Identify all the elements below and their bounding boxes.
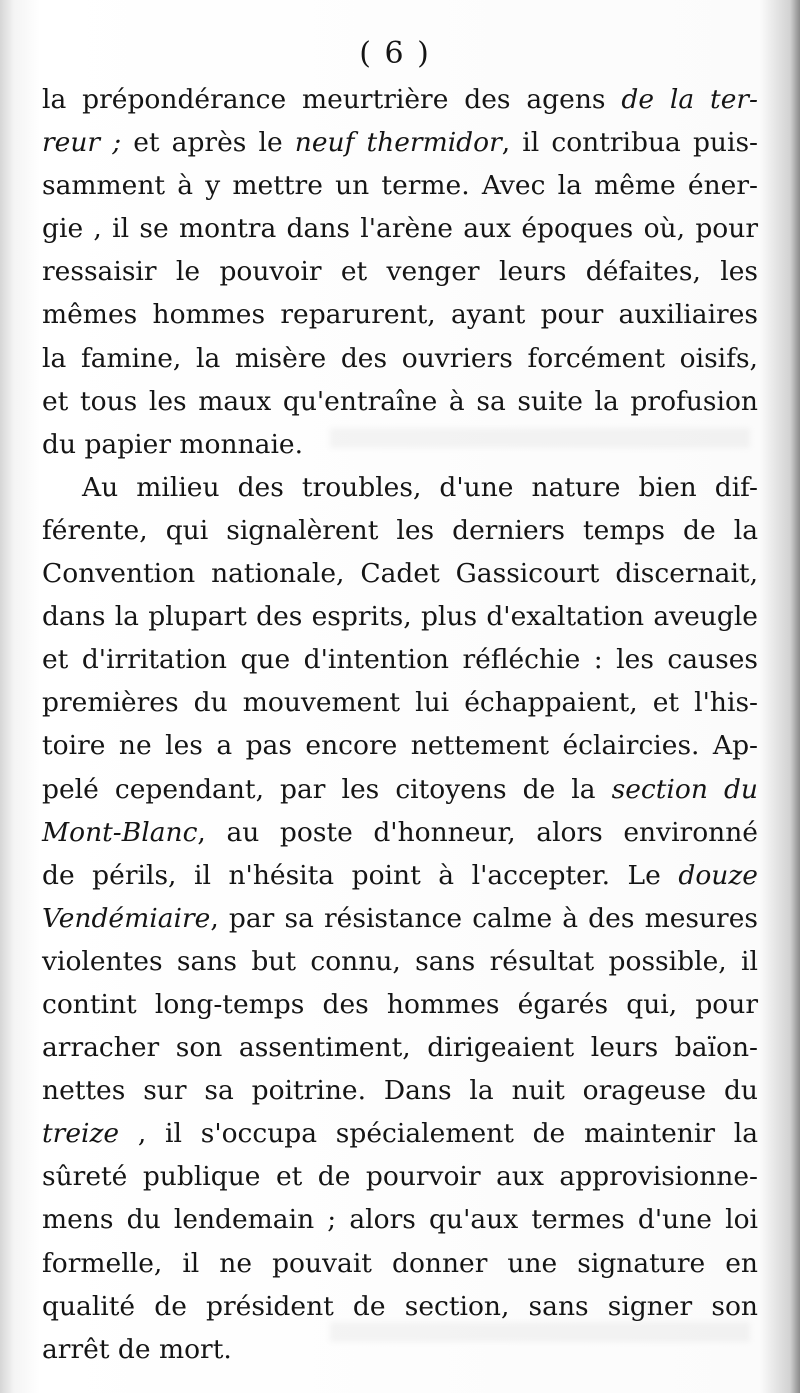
text-run: , il s'occupa spécialement de maintenir la: [119, 1118, 758, 1150]
text-line: [42, 509, 758, 552]
text-line: [42, 78, 758, 121]
paragraph: [42, 466, 758, 1371]
paragraph: [42, 78, 758, 466]
text-line: [42, 638, 758, 681]
italic-text: reur ;: [42, 127, 122, 159]
text-line: [42, 1198, 758, 1241]
text-run: nettes sur sa poitrine. Dans la nuit orageuse du: [42, 1075, 758, 1107]
text-run: Au milieu des troubles, d'une nature bien dif-: [82, 471, 758, 503]
text-line: [42, 983, 758, 1026]
text-line: [42, 466, 758, 509]
text-run: contint long-temps des hommes égarés qui, pour: [42, 988, 758, 1020]
text-line: [42, 940, 758, 983]
italic-text: neuf thermidor: [294, 127, 502, 159]
text-line: [42, 768, 758, 811]
text-line: [42, 1285, 758, 1328]
text-run: premières du mouvement lui échappaient, et l'his-: [42, 687, 758, 719]
text-run: et d'irritation que d'intention réfléchie : les causes: [42, 644, 758, 676]
text-line: [42, 164, 758, 207]
text-line: [42, 1155, 758, 1198]
text-run: du papier monnaie.: [42, 428, 304, 460]
text-line: [42, 337, 758, 380]
text-line: [42, 811, 758, 854]
text-run: gie , il se montra dans l'arène aux époques où, pour: [42, 213, 758, 245]
text-line: [42, 724, 758, 767]
text-line: [42, 1112, 758, 1155]
text-run: , au poste d'honneur, alors environné: [197, 816, 758, 848]
text-line: [42, 250, 758, 293]
italic-text: douze: [678, 859, 758, 891]
text-line: [42, 552, 758, 595]
text-run: mêmes hommes reparurent, ayant pour auxiliaires: [42, 299, 758, 331]
text-run: sûreté publique et de pourvoir aux approvisionne-: [42, 1161, 758, 1193]
text-run: de périls, il n'hésita point à l'accepter. Le: [42, 859, 679, 891]
body-text: [42, 78, 758, 1371]
text-run: toire ne les a pas encore nettement éclaircies. Ap-: [42, 730, 758, 762]
text-run: , il contribua puis-: [501, 127, 759, 159]
italic-text: de la ter-: [621, 84, 758, 115]
text-line: [42, 1026, 758, 1069]
text-run: et après le: [121, 127, 295, 159]
text-line: [42, 423, 758, 466]
text-run: , par sa résistance calme à des mesures: [210, 902, 758, 934]
text-line: [42, 897, 758, 940]
text-line: [42, 595, 758, 638]
text-line: [42, 293, 758, 336]
italic-text: Vendémiaire: [42, 902, 211, 934]
text-run: ressaisir le pouvoir et venger leurs défaites, les: [42, 256, 758, 288]
text-run: férente, qui signalèrent les derniers temps de la: [42, 514, 758, 546]
text-run: arracher son assentiment, dirigeaient leurs baïon-: [42, 1032, 758, 1064]
text-run: la prépondérance meurtrière des agens: [42, 84, 622, 115]
text-run: qualité de président de section, sans signer son: [42, 1290, 758, 1322]
text-line: [42, 380, 758, 423]
italic-text: Mont-Blanc: [42, 816, 198, 848]
page-number: ( 6 ): [359, 36, 431, 71]
text-run: mens du lendemain ; alors qu'aux termes d'une loi: [42, 1204, 758, 1236]
text-run: arrêt de mort.: [42, 1333, 232, 1365]
text-line: [42, 1069, 758, 1112]
text-run: dans la plupart des esprits, plus d'exaltation aveugle: [42, 601, 758, 633]
text-line: [42, 854, 758, 897]
text-run: la famine, la misère des ouvriers forcément oisifs,: [42, 342, 758, 374]
text-line: [42, 1242, 758, 1285]
text-line: [42, 121, 758, 164]
text-run: samment à y mettre un terme. Avec la même éner-: [42, 170, 758, 202]
text-run: pelé cependant, par les citoyens de la: [42, 773, 612, 805]
italic-text: section du: [611, 773, 758, 805]
text-run: violentes sans but connu, sans résultat possible, il: [42, 945, 758, 977]
text-run: Convention nationale, Cadet Gassicourt discernait,: [42, 558, 758, 590]
text-run: formelle, il ne pouvait donner une signature en: [42, 1247, 758, 1279]
text-line: [42, 681, 758, 724]
italic-text: treize: [42, 1118, 120, 1150]
text-line: [42, 1328, 758, 1371]
text-run: et tous les maux qu'entraîne à sa suite la profusion: [42, 385, 758, 417]
text-line: [42, 207, 758, 250]
